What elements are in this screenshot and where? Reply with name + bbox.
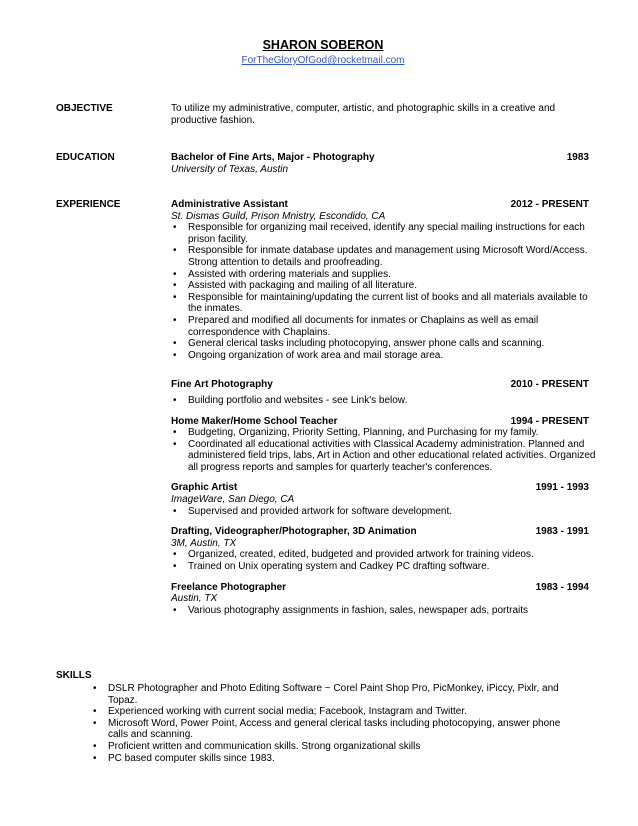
job-title: Home Maker/Home School Teacher — [171, 415, 338, 427]
job-bullet: • Budgeting, Organizing, Priority Setting, Planning, and Purchasing for my family. — [171, 427, 601, 439]
job-bullet-list — [171, 549, 601, 572]
job-entry — [171, 482, 601, 517]
objective-text: To utilize my administrative, computer, artistic, and photographic skills in a creative and productive fashion. — [171, 103, 556, 126]
job-entry — [171, 526, 601, 572]
skill-item: • Experienced working with current social media; Facebook, Instagram and Twitter. — [91, 706, 571, 718]
job-entry — [171, 582, 601, 617]
job-title: Graphic Artist — [171, 482, 238, 494]
job-dates: 1983 - 1994 — [535, 581, 589, 593]
job-bullet: • Responsible for organizing mail received, identify any special mailing instructions for each prison facility. — [171, 222, 601, 245]
job-bullet: • Building portfolio and websites - see Link's below. — [171, 395, 601, 407]
job-dates: 1983 - 1991 — [535, 526, 589, 538]
education-degree: Bachelor of Fine Arts, Major - Photography — [171, 152, 375, 163]
education-row — [171, 152, 601, 164]
job-bullet-list — [171, 395, 601, 407]
job-bullet: • Ongoing organization of work area and mail storage area. — [171, 350, 601, 362]
job-bullet: • Responsible for maintaining/updating the current list of books and all materials available to the inmates. — [171, 292, 601, 315]
skill-item: • DSLR Photographer and Photo Editing Software ~ Corel Paint Shop Pro, PicMonkey, iPiccy, Pixlr, and Topaz. — [91, 683, 571, 706]
job-bullet: • Coordinated all educational activities with Classical Academy administration. Planned and administered field trips, labs, Art in Action and other educational related activities. Organized all progress reports and samples for quarterly teacher's conferences. — [171, 439, 601, 474]
education-year: 1983 — [566, 152, 589, 163]
education-section — [171, 152, 601, 175]
skill-item: • PC based computer skills since 1983. — [91, 753, 571, 765]
job-title: Drafting, Videographer/Photographer, 3D Animation — [171, 526, 417, 538]
job-entry — [171, 416, 601, 474]
job-bullet: • Trained on Unix operating system and Cadkey PC drafting software. — [171, 561, 601, 573]
job-bullet: • Responsible for inmate database updates and management using Microsoft Word/Access. Strong attention to details and proofreading. — [171, 245, 601, 268]
job-bullet: • Various photography assignments in fashion, sales, newspaper ads, portraits — [171, 605, 601, 617]
job-header — [171, 582, 601, 594]
job-organization: St. Dismas Guild, Prison Mnistry, Escondido, CA — [171, 210, 386, 222]
job-bullet: • Supervised and provided artwork for software development. — [171, 506, 601, 518]
job-header — [171, 526, 601, 538]
job-header — [171, 379, 601, 391]
education-label: EDUCATION — [56, 152, 115, 163]
job-dates: 2010 - PRESENT — [510, 379, 589, 391]
job-dates: 1994 - PRESENT — [510, 415, 589, 427]
skills-list — [91, 683, 571, 764]
job-bullet: • General clerical tasks including photocopying, answer phone calls and scanning. — [171, 338, 601, 350]
job-entry — [171, 379, 601, 406]
applicant-name: SHARON SOBERON — [262, 38, 384, 52]
job-header — [171, 199, 601, 211]
job-bullet: • Prepared and modified all documents for inmates or Chaplains as well as email correspondence with Chaplains. — [171, 315, 601, 338]
job-dates: 1991 - 1993 — [535, 482, 589, 494]
job-bullet: • Organized, created, edited, budgeted and provided artwork for training videos. — [171, 549, 601, 561]
job-organization: ImageWare, San Diego, CA — [171, 494, 295, 506]
job-title: Fine Art Photography — [171, 379, 273, 391]
resume-header — [0, 38, 638, 67]
applicant-email-link[interactable]: ForTheGloryOfGod@rocketmail.com — [241, 55, 405, 66]
job-organization: Austin, TX — [171, 593, 218, 605]
job-bullet-list — [171, 605, 601, 617]
job-bullet: • Assisted with packaging and mailing of all literature. — [171, 280, 601, 292]
job-dates: 2012 - PRESENT — [510, 199, 589, 210]
job-bullet-list — [171, 427, 601, 473]
job-bullet: • Assisted with ordering materials and supplies. — [171, 269, 601, 281]
job-title: Administrative Assistant — [171, 199, 288, 210]
job-bullet-list — [171, 506, 601, 518]
skill-item: • Proficient written and communication skills. Strong organizational skills — [91, 741, 571, 753]
job-title: Freelance Photographer — [171, 581, 287, 593]
objective-label: OBJECTIVE — [56, 103, 113, 114]
job-entry — [171, 199, 601, 361]
experience-label: EXPERIENCE — [56, 199, 121, 210]
education-school: University of Texas, Austin — [171, 163, 289, 175]
job-header — [171, 482, 601, 494]
skill-item: • Microsoft Word, Power Point, Access and general clerical tasks including photocopying, answer phone calls and scanning. — [91, 718, 571, 741]
job-header — [171, 416, 601, 428]
job-organization: 3M, Austin, TX — [171, 537, 237, 549]
skills-label: SKILLS — [56, 670, 92, 681]
job-bullet-list — [171, 222, 601, 361]
experience-section — [171, 199, 601, 625]
